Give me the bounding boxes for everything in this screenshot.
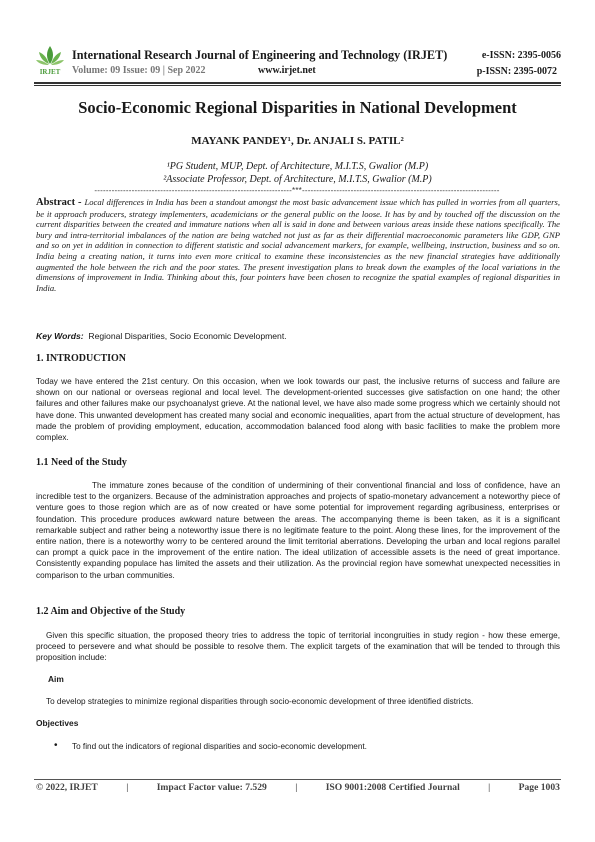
page-footer [36,782,560,793]
footer-copyright: © 2022, IRJET [36,782,98,793]
journal-name: International Research Journal of Engineering and Technology (IRJET) [72,48,448,62]
footer-pipe: | [488,782,491,793]
header-rule [34,82,561,84]
abstract-label: Abstract - [36,197,85,208]
affiliation-2: ²Associate Professor, Dept. of Architecture, M.I.T.S, Gwalior (M.P) [163,174,432,185]
keywords [36,331,560,341]
section-heading-aim-objective: 1.2 Aim and Objective of the Study [36,606,186,617]
abstract [36,197,560,293]
eissn: e-ISSN: 2395-0056 [481,50,561,61]
keywords-text: Regional Disparities, Socio Economic Development. [88,331,287,341]
need-text: The immature zones because of the condition of undermining of their conventional financial and loss of confidence, have an incredible test to the organizers. Because of the administration approaches and projects of spatio-monetary advancement a noteworthy piece of venture goes to those region which are as of now created or have some potential for improvement regarding agribusiness, enterprises or foundation. This procedure produces awkward nature between the areas. The accompanying theme is been taken, as it is a significant remarkable subject and rather being a noteworthy issue there is no legitimate feature to the point. Along these lines, for the improvement of the entire nation, there is a noteworthy worry to be centered around the limit territorial aberrations. Developing the urban and local regions parallel can prompt a quick pace in the improvement of the entire nation. The ideal utilization of accessible assets is the need of great importance. Consistently expanding populace has limited the assets and their utilization. As the provincial region have somewhat unexpected necessities in comparison to the urban communities. [36,481,560,580]
paper-authors: MAYANK PANDEY¹, Dr. ANJALI S. PATIL² [191,135,404,147]
aim-intro-text: Given this specific situation, the proposed theory tries to address the topic of territorial incongruities in study region - how these emerge, proceed to persevere and what should be possible to resolve them. The explicit targets of the examination that will be tended to through this proposition include: [36,631,560,663]
footer-pipe: | [126,782,129,793]
logo-text: IRJET [39,68,61,76]
pissn: p-ISSN: 2395-0072 [476,66,557,77]
bullet-icon: • [54,740,58,751]
aim-text: To develop strategies to minimize regional disparities through socio-economic development of three identified districts. [46,697,474,706]
affiliation-1: ¹PG Student, MUP, Dept. of Architecture, M.I.T.S, Gwalior (M.P) [166,161,429,172]
footer-page-number: Page 1003 [518,782,560,793]
keywords-label: Key Words: [36,331,84,341]
introduction-text: Today we have entered the 21st century. On this occasion, when we look towards our past, the inclusive returns of success and failure are shown on our national or overseas regional and local level. The development-oriented successes give satisfaction on one hand; the other failures and other failures make our psychoanalyst grieve. At the national level, we have also made some progress which we certainly should not have done. This unwanted development has created many social and economic inequalities, apart from the actual structure of development, has made the problem of providing employment, education, accommodation balanced food along with basic facilities to make the problem more complex. [36,377,560,443]
journal-website-link[interactable]: www.irjet.net [258,65,316,76]
footer-pipe: | [295,782,298,793]
objective-item: To find out the indicators of regional disparities and socio-economic development. [72,742,367,751]
volume-issue: Volume: 09 Issue: 09 | Sep 2022 [72,65,206,76]
objectives-label: Objectives [36,718,79,728]
irjet-logo-icon [33,42,67,76]
aim-label: Aim [48,674,64,684]
header-rule-thin [34,85,561,86]
separator-line: ---------------------------------------------------------------------***--------------------------------------------------------------------- [94,186,500,195]
footer-iso: ISO 9001:2008 Certified Journal [325,782,460,793]
section-heading-introduction: 1. INTRODUCTION [36,353,127,364]
footer-impact-factor: Impact Factor value: 7.529 [156,782,267,793]
paper-title: Socio-Economic Regional Disparities in National Development [78,98,517,117]
footer-rule [34,779,561,780]
abstract-text: Local differences in India has been a standout amongst the most basic advancement issue which has pulled in worries from all quarters, be it approach producers, strategy implementers, academicians or the general public on the loose. It has by and by touched off the discussion on the current disparities between the created and immature nations when all is said in done and between various areas inside these nations specifically. The bury and intra-territorial imbalances of the nation are being watched not just as far as their differential macroeconomic parameters like GDP, GNP and so on yet in addition in connection to different statistic and social advancement markers, for example, wellbeing, instruction, business and so on. India being a creating nation, it turns into even more critical to examine these inconsistencies as the new financial strategies have additionally augmented the hole between the rich and the poor states. The present investigation plans to break down the examples of the local variations in the dimensions of improvement in India. Thinking about this, four pointers have been chosen to recognize the spatial examples of regional disparities in India. [36,197,561,293]
section-heading-need: 1.1 Need of the Study [36,457,127,468]
